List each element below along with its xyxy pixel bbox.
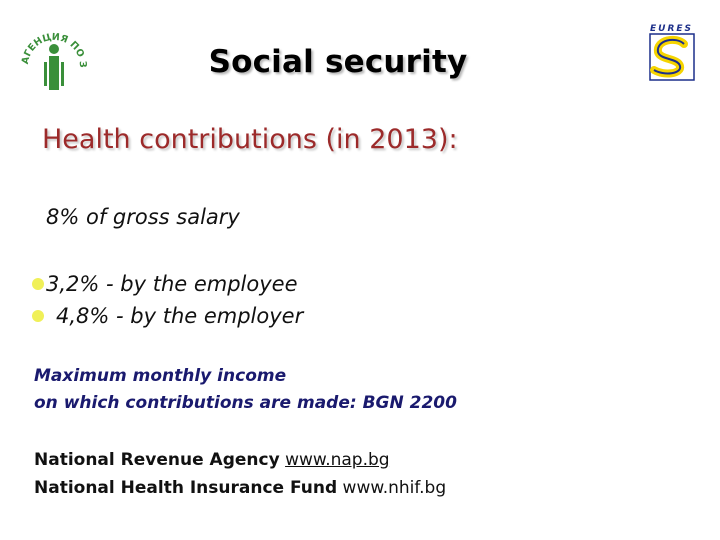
agencies-list bbox=[34, 446, 446, 502]
max-income-line-2: on which contributions are made: BGN 2200 bbox=[34, 393, 457, 413]
list-item bbox=[32, 268, 303, 300]
list-item-text: 4,8% - by the employer bbox=[56, 304, 304, 328]
agency-row bbox=[34, 446, 446, 474]
list-item-text: 3,2% - by the employee bbox=[46, 272, 298, 296]
agency-row bbox=[34, 474, 446, 502]
agency-name: National Health Insurance Fund bbox=[34, 478, 338, 498]
agency-link[interactable]: www.nhif.bg bbox=[342, 478, 447, 498]
slide-title-text: Social security bbox=[208, 44, 468, 80]
agency-link[interactable]: www.nap.bg bbox=[285, 450, 390, 470]
eures-wordmark: EURES bbox=[650, 24, 694, 34]
agency-name: National Revenue Agency bbox=[34, 450, 280, 470]
slide-title bbox=[0, 44, 680, 80]
contribution-rate: 8% of gross salary bbox=[46, 205, 240, 229]
max-income-note bbox=[34, 363, 457, 417]
agency-logo-arc-text: АГЕНЦИЯ ПО З bbox=[19, 31, 89, 69]
contribution-split-list bbox=[32, 268, 303, 332]
slide-subtitle: Health contributions (in 2013): bbox=[42, 124, 458, 155]
max-income-line-1: Maximum monthly income bbox=[34, 366, 287, 386]
bullet-icon bbox=[32, 278, 44, 290]
bullet-icon bbox=[32, 310, 44, 322]
list-item bbox=[32, 300, 303, 332]
